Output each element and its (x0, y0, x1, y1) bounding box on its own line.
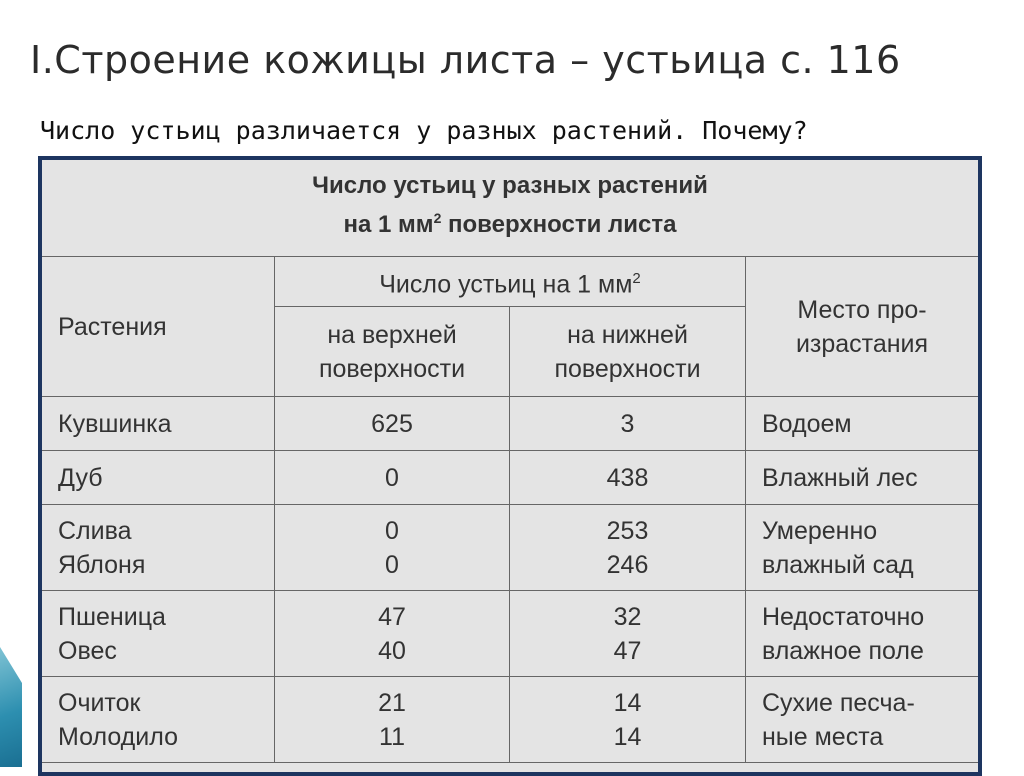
table-row (42, 451, 978, 505)
cell-place (746, 397, 979, 451)
cell-plants (42, 677, 275, 763)
caption-line-1: Число устьиц у разных растений (312, 172, 708, 199)
cell-place (746, 505, 979, 591)
header-count: Число устьиц на 1 $мм^2$ (275, 257, 746, 307)
cell-plants (42, 397, 275, 451)
cell-lower-text: 14 (613, 722, 642, 751)
cell-lower-text: 438 (606, 463, 649, 492)
stomata-table (42, 256, 978, 763)
cell-upper-text: 0 (385, 463, 399, 492)
corner-decoration (0, 647, 22, 767)
cell-lower (510, 591, 746, 677)
cell-upper (275, 677, 510, 763)
cell-lower (510, 505, 746, 591)
cell-place-text: влажное поле (762, 636, 924, 665)
slide-title: I.Строение кожицы листа – устьица с. 116 (30, 38, 901, 82)
header-place: Место про- израстания (746, 257, 979, 397)
cell-lower (510, 451, 746, 505)
cell-upper (275, 451, 510, 505)
cell-plants-text: Кувшинка (58, 409, 172, 438)
cell-plants (42, 451, 275, 505)
slide-subtitle: Число устьиц различается у разных растений. Почему? (40, 116, 808, 145)
table-caption (42, 170, 978, 241)
cell-lower-text: 246 (606, 550, 649, 579)
cell-lower-text: 3 (620, 409, 635, 438)
cell-plants-text: Овес (58, 636, 117, 665)
cell-place (746, 451, 979, 505)
cell-upper (275, 397, 510, 451)
cell-lower-text: 47 (613, 636, 642, 665)
cell-lower-text: 32 (613, 602, 642, 631)
cell-plants-text: Молодило (58, 722, 179, 751)
table-row (42, 591, 978, 677)
cell-place-text: Недостаточно (762, 602, 925, 631)
cell-upper-text: 0 (385, 516, 399, 545)
cell-place-text: Влажный лес (762, 463, 918, 492)
cell-plants-text: Пшеница (58, 602, 166, 631)
cell-plants-text: Дуб (58, 463, 103, 492)
cell-upper-text: 0 (385, 550, 399, 579)
cell-upper-text: 21 (378, 688, 406, 717)
header-upper: на верхней поверхности (275, 307, 510, 397)
cell-lower-text: 253 (606, 516, 649, 545)
cell-plants-text: Яблоня (58, 550, 146, 579)
caption-line-2: на 1 $мм^2$ поверхности листа (343, 210, 677, 238)
cell-place-text: ные места (762, 722, 884, 751)
table-row (42, 505, 978, 591)
cell-lower (510, 397, 746, 451)
cell-place-text: Сухие песча- (762, 688, 915, 717)
cell-upper-text: 40 (378, 636, 406, 665)
cell-upper-text: 47 (378, 602, 406, 631)
cell-upper (275, 505, 510, 591)
cell-plants (42, 591, 275, 677)
header-lower: на нижней поверхности (510, 307, 746, 397)
cell-place-text: влажный сад (762, 550, 914, 579)
table-row (42, 397, 978, 451)
table-body (42, 397, 978, 763)
cell-place (746, 677, 979, 763)
table-row (42, 677, 978, 763)
cell-upper-text: 625 (371, 409, 413, 438)
cell-plants-text: Очиток (58, 688, 141, 717)
header-plants: Растения (42, 257, 275, 397)
cell-upper (275, 591, 510, 677)
cell-lower (510, 677, 746, 763)
cell-place (746, 591, 979, 677)
cell-lower-text: 14 (613, 688, 642, 717)
cell-upper-text: 11 (379, 722, 405, 751)
cell-plants-text: Слива (58, 516, 132, 545)
cell-plants (42, 505, 275, 591)
cell-place-text: Умеренно (762, 516, 878, 545)
cell-place-text: Водоем (762, 409, 852, 438)
scanned-table-image (38, 156, 982, 776)
